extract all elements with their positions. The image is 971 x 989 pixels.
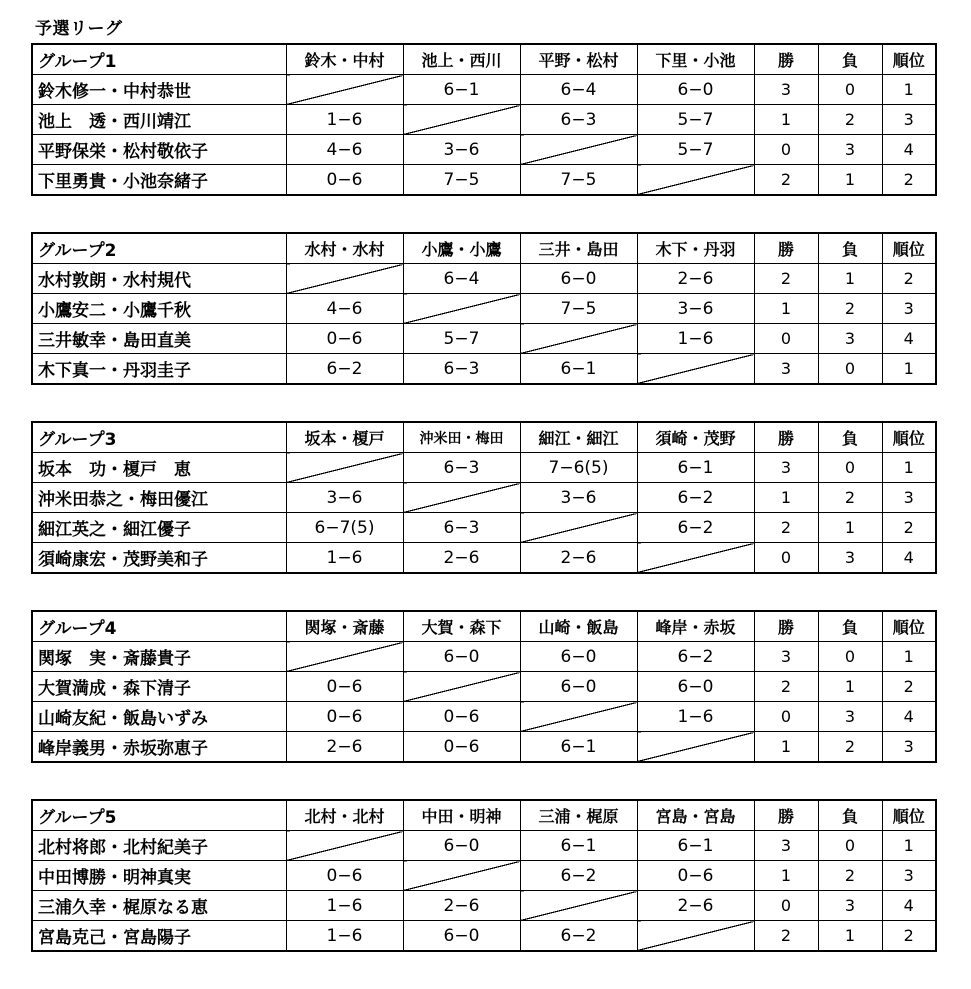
score-cell: 1−6 bbox=[637, 702, 754, 732]
score-cell: 3−6 bbox=[403, 135, 520, 165]
pair-name: 平野保栄・松村敬依子 bbox=[32, 135, 286, 165]
score-cell: 4−6 bbox=[286, 294, 403, 324]
loss-count: 3 bbox=[818, 324, 882, 354]
opponent-header: 峰岸・赤坂 bbox=[637, 611, 754, 642]
score-cell: 2−6 bbox=[403, 543, 520, 574]
diagonal-cell bbox=[637, 732, 754, 763]
group-label: グループ2 bbox=[32, 233, 286, 264]
diagonal-cell bbox=[520, 891, 637, 921]
group-4-table bbox=[31, 610, 937, 763]
win-count: 2 bbox=[754, 921, 818, 952]
score-cell: 6−1 bbox=[520, 831, 637, 861]
loss-count: 2 bbox=[818, 105, 882, 135]
score-cell: 6−2 bbox=[286, 354, 403, 385]
opponent-header: 平野・松村 bbox=[520, 44, 637, 75]
rank-header: 順位 bbox=[882, 233, 936, 264]
score-cell: 2−6 bbox=[520, 543, 637, 574]
loss-count: 0 bbox=[818, 75, 882, 105]
table-row bbox=[32, 324, 936, 354]
score-cell: 6−1 bbox=[637, 831, 754, 861]
win-header: 勝 bbox=[754, 44, 818, 75]
win-header: 勝 bbox=[754, 233, 818, 264]
pair-name: 峰岸義男・赤坂弥恵子 bbox=[32, 732, 286, 763]
pair-name: 鈴木修一・中村恭世 bbox=[32, 75, 286, 105]
loss-count: 3 bbox=[818, 543, 882, 574]
score-cell: 6−0 bbox=[520, 642, 637, 672]
score-cell: 1−6 bbox=[286, 543, 403, 574]
rank-value: 1 bbox=[882, 831, 936, 861]
loss-count: 3 bbox=[818, 135, 882, 165]
score-cell: 6−1 bbox=[520, 354, 637, 385]
win-count: 3 bbox=[754, 642, 818, 672]
win-count: 2 bbox=[754, 513, 818, 543]
win-count: 0 bbox=[754, 543, 818, 574]
score-cell: 6−3 bbox=[403, 513, 520, 543]
opponent-header: 山崎・飯島 bbox=[520, 611, 637, 642]
win-count: 3 bbox=[754, 831, 818, 861]
win-header: 勝 bbox=[754, 611, 818, 642]
score-cell: 2−6 bbox=[403, 891, 520, 921]
score-cell: 3−6 bbox=[286, 483, 403, 513]
score-cell: 6−2 bbox=[520, 861, 637, 891]
opponent-header: 木下・丹羽 bbox=[637, 233, 754, 264]
score-cell: 7−5 bbox=[403, 165, 520, 196]
table-row bbox=[32, 483, 936, 513]
rank-value: 4 bbox=[882, 324, 936, 354]
score-cell: 6−0 bbox=[403, 921, 520, 952]
pair-name: 北村将郎・北村紀美子 bbox=[32, 831, 286, 861]
rank-header: 順位 bbox=[882, 44, 936, 75]
pair-name: 沖米田恭之・梅田優江 bbox=[32, 483, 286, 513]
diagonal-cell bbox=[286, 831, 403, 861]
score-cell: 0−6 bbox=[286, 672, 403, 702]
score-cell: 6−3 bbox=[403, 354, 520, 385]
rank-value: 3 bbox=[882, 294, 936, 324]
score-cell: 6−2 bbox=[637, 642, 754, 672]
opponent-header: 細江・細江 bbox=[520, 422, 637, 453]
score-cell: 6−0 bbox=[520, 672, 637, 702]
diagonal-cell bbox=[286, 264, 403, 294]
loss-count: 2 bbox=[818, 861, 882, 891]
score-cell: 7−5 bbox=[520, 294, 637, 324]
score-cell: 0−6 bbox=[403, 702, 520, 732]
loss-count: 2 bbox=[818, 483, 882, 513]
pair-name: 宮島克己・宮島陽子 bbox=[32, 921, 286, 952]
score-cell: 1−6 bbox=[286, 105, 403, 135]
win-count: 3 bbox=[754, 453, 818, 483]
opponent-header: 関塚・斎藤 bbox=[286, 611, 403, 642]
header-row bbox=[32, 44, 936, 75]
score-cell: 6−4 bbox=[403, 264, 520, 294]
score-cell: 7−6(5) bbox=[520, 453, 637, 483]
loss-count: 3 bbox=[818, 891, 882, 921]
opponent-header: 下里・小池 bbox=[637, 44, 754, 75]
group-2-table bbox=[31, 232, 937, 385]
rank-value: 2 bbox=[882, 672, 936, 702]
rank-value: 2 bbox=[882, 921, 936, 952]
table-row bbox=[32, 165, 936, 196]
table-row bbox=[32, 75, 936, 105]
loss-count: 0 bbox=[818, 642, 882, 672]
opponent-header: 坂本・榎戸 bbox=[286, 422, 403, 453]
pair-name: 細江英之・細江優子 bbox=[32, 513, 286, 543]
win-count: 1 bbox=[754, 294, 818, 324]
table-row bbox=[32, 513, 936, 543]
opponent-header: 三浦・梶原 bbox=[520, 800, 637, 831]
table-row bbox=[32, 861, 936, 891]
score-cell: 6−1 bbox=[403, 75, 520, 105]
score-cell: 0−6 bbox=[286, 165, 403, 196]
win-count: 1 bbox=[754, 861, 818, 891]
win-count: 2 bbox=[754, 165, 818, 196]
opponent-header: 池上・西川 bbox=[403, 44, 520, 75]
rank-value: 2 bbox=[882, 513, 936, 543]
table-row bbox=[32, 264, 936, 294]
group-label: グループ1 bbox=[32, 44, 286, 75]
win-count: 0 bbox=[754, 891, 818, 921]
rank-value: 3 bbox=[882, 105, 936, 135]
header-row bbox=[32, 233, 936, 264]
score-cell: 5−7 bbox=[637, 105, 754, 135]
score-cell: 0−6 bbox=[403, 732, 520, 763]
score-cell: 3−6 bbox=[637, 294, 754, 324]
score-cell: 6−0 bbox=[403, 642, 520, 672]
rank-value: 4 bbox=[882, 702, 936, 732]
pair-name: 中田博勝・明神真実 bbox=[32, 861, 286, 891]
win-header: 勝 bbox=[754, 422, 818, 453]
score-cell: 2−6 bbox=[637, 891, 754, 921]
diagonal-cell bbox=[286, 75, 403, 105]
win-count: 1 bbox=[754, 105, 818, 135]
rank-value: 2 bbox=[882, 264, 936, 294]
loss-header: 負 bbox=[818, 233, 882, 264]
win-count: 1 bbox=[754, 732, 818, 763]
table-row bbox=[32, 294, 936, 324]
pair-name: 大賀満成・森下清子 bbox=[32, 672, 286, 702]
loss-header: 負 bbox=[818, 44, 882, 75]
pair-name: 三井敏幸・島田直美 bbox=[32, 324, 286, 354]
loss-count: 1 bbox=[818, 921, 882, 952]
rank-header: 順位 bbox=[882, 422, 936, 453]
win-count: 1 bbox=[754, 483, 818, 513]
score-cell: 6−7(5) bbox=[286, 513, 403, 543]
loss-header: 負 bbox=[818, 611, 882, 642]
opponent-header: 三井・島田 bbox=[520, 233, 637, 264]
diagonal-cell bbox=[637, 165, 754, 196]
pair-name: 三浦久幸・梶原なる恵 bbox=[32, 891, 286, 921]
diagonal-cell bbox=[637, 354, 754, 385]
diagonal-cell bbox=[286, 453, 403, 483]
diagonal-cell bbox=[637, 921, 754, 952]
opponent-header: 沖米田・梅田 bbox=[403, 422, 520, 453]
score-cell: 6−4 bbox=[520, 75, 637, 105]
rank-header: 順位 bbox=[882, 800, 936, 831]
table-row bbox=[32, 891, 936, 921]
table-row bbox=[32, 921, 936, 952]
opponent-header: 水村・水村 bbox=[286, 233, 403, 264]
score-cell: 6−3 bbox=[520, 105, 637, 135]
table-row bbox=[32, 135, 936, 165]
table-row bbox=[32, 672, 936, 702]
loss-header: 負 bbox=[818, 422, 882, 453]
score-cell: 0−6 bbox=[637, 861, 754, 891]
table-row bbox=[32, 732, 936, 763]
score-cell: 4−6 bbox=[286, 135, 403, 165]
rank-value: 2 bbox=[882, 165, 936, 196]
score-cell: 6−0 bbox=[637, 672, 754, 702]
page-title: 予選リーグ bbox=[35, 19, 123, 39]
loss-count: 1 bbox=[818, 513, 882, 543]
score-cell: 3−6 bbox=[520, 483, 637, 513]
group-label: グループ4 bbox=[32, 611, 286, 642]
diagonal-cell bbox=[520, 324, 637, 354]
table-row bbox=[32, 831, 936, 861]
opponent-header: 中田・明神 bbox=[403, 800, 520, 831]
group-3-table bbox=[31, 421, 937, 574]
score-cell: 1−6 bbox=[286, 891, 403, 921]
rank-value: 4 bbox=[882, 543, 936, 574]
loss-count: 1 bbox=[818, 672, 882, 702]
opponent-header: 宮島・宮島 bbox=[637, 800, 754, 831]
diagonal-cell bbox=[403, 483, 520, 513]
pair-name: 池上 透・西川靖江 bbox=[32, 105, 286, 135]
rank-header: 順位 bbox=[882, 611, 936, 642]
header-row bbox=[32, 611, 936, 642]
loss-count: 2 bbox=[818, 294, 882, 324]
score-cell: 6−2 bbox=[637, 483, 754, 513]
score-cell: 6−3 bbox=[403, 453, 520, 483]
rank-value: 3 bbox=[882, 732, 936, 763]
diagonal-cell bbox=[286, 642, 403, 672]
pair-name: 水村敦朗・水村規代 bbox=[32, 264, 286, 294]
rank-value: 1 bbox=[882, 354, 936, 385]
win-count: 3 bbox=[754, 354, 818, 385]
opponent-header: 大賀・森下 bbox=[403, 611, 520, 642]
group-label: グループ3 bbox=[32, 422, 286, 453]
opponent-header: 小鷹・小鷹 bbox=[403, 233, 520, 264]
win-count: 2 bbox=[754, 672, 818, 702]
score-cell: 6−0 bbox=[637, 75, 754, 105]
loss-count: 2 bbox=[818, 732, 882, 763]
table-row bbox=[32, 642, 936, 672]
score-cell: 7−5 bbox=[520, 165, 637, 196]
diagonal-cell bbox=[403, 105, 520, 135]
win-count: 3 bbox=[754, 75, 818, 105]
table-row bbox=[32, 702, 936, 732]
win-count: 0 bbox=[754, 135, 818, 165]
pair-name: 山崎友紀・飯島いずみ bbox=[32, 702, 286, 732]
pair-name: 須崎康宏・茂野美和子 bbox=[32, 543, 286, 574]
pair-name: 関塚 実・斎藤貴子 bbox=[32, 642, 286, 672]
loss-count: 0 bbox=[818, 354, 882, 385]
group-1-table bbox=[31, 43, 937, 196]
score-cell: 6−2 bbox=[520, 921, 637, 952]
rank-value: 4 bbox=[882, 891, 936, 921]
diagonal-cell bbox=[403, 294, 520, 324]
table-row bbox=[32, 453, 936, 483]
win-count: 2 bbox=[754, 264, 818, 294]
score-cell: 5−7 bbox=[637, 135, 754, 165]
pair-name: 坂本 功・榎戸 恵 bbox=[32, 453, 286, 483]
group-5-table bbox=[31, 799, 937, 952]
header-row bbox=[32, 422, 936, 453]
pair-name: 木下真一・丹羽圭子 bbox=[32, 354, 286, 385]
opponent-header: 須崎・茂野 bbox=[637, 422, 754, 453]
score-cell: 0−6 bbox=[286, 702, 403, 732]
score-cell: 5−7 bbox=[403, 324, 520, 354]
group-label: グループ5 bbox=[32, 800, 286, 831]
rank-value: 3 bbox=[882, 861, 936, 891]
header-row bbox=[32, 800, 936, 831]
score-cell: 6−2 bbox=[637, 513, 754, 543]
loss-count: 0 bbox=[818, 453, 882, 483]
win-count: 0 bbox=[754, 324, 818, 354]
score-cell: 6−1 bbox=[520, 732, 637, 763]
pair-name: 小鷹安二・小鷹千秋 bbox=[32, 294, 286, 324]
diagonal-cell bbox=[520, 135, 637, 165]
rank-value: 1 bbox=[882, 642, 936, 672]
score-cell: 6−1 bbox=[637, 453, 754, 483]
diagonal-cell bbox=[520, 702, 637, 732]
table-row bbox=[32, 543, 936, 574]
rank-value: 4 bbox=[882, 135, 936, 165]
score-cell: 6−0 bbox=[520, 264, 637, 294]
loss-count: 0 bbox=[818, 831, 882, 861]
opponent-header: 北村・北村 bbox=[286, 800, 403, 831]
win-header: 勝 bbox=[754, 800, 818, 831]
table-row bbox=[32, 354, 936, 385]
score-cell: 0−6 bbox=[286, 324, 403, 354]
diagonal-cell bbox=[403, 672, 520, 702]
loss-header: 負 bbox=[818, 800, 882, 831]
score-cell: 1−6 bbox=[286, 921, 403, 952]
rank-value: 3 bbox=[882, 483, 936, 513]
loss-count: 1 bbox=[818, 264, 882, 294]
score-cell: 6−0 bbox=[403, 831, 520, 861]
score-cell: 0−6 bbox=[286, 861, 403, 891]
diagonal-cell bbox=[637, 543, 754, 574]
rank-value: 1 bbox=[882, 75, 936, 105]
score-cell: 2−6 bbox=[637, 264, 754, 294]
pair-name: 下里勇貴・小池奈緒子 bbox=[32, 165, 286, 196]
diagonal-cell bbox=[520, 513, 637, 543]
win-count: 0 bbox=[754, 702, 818, 732]
loss-count: 1 bbox=[818, 165, 882, 196]
score-cell: 1−6 bbox=[637, 324, 754, 354]
table-row bbox=[32, 105, 936, 135]
score-cell: 2−6 bbox=[286, 732, 403, 763]
diagonal-cell bbox=[403, 861, 520, 891]
opponent-header: 鈴木・中村 bbox=[286, 44, 403, 75]
rank-value: 1 bbox=[882, 453, 936, 483]
loss-count: 3 bbox=[818, 702, 882, 732]
